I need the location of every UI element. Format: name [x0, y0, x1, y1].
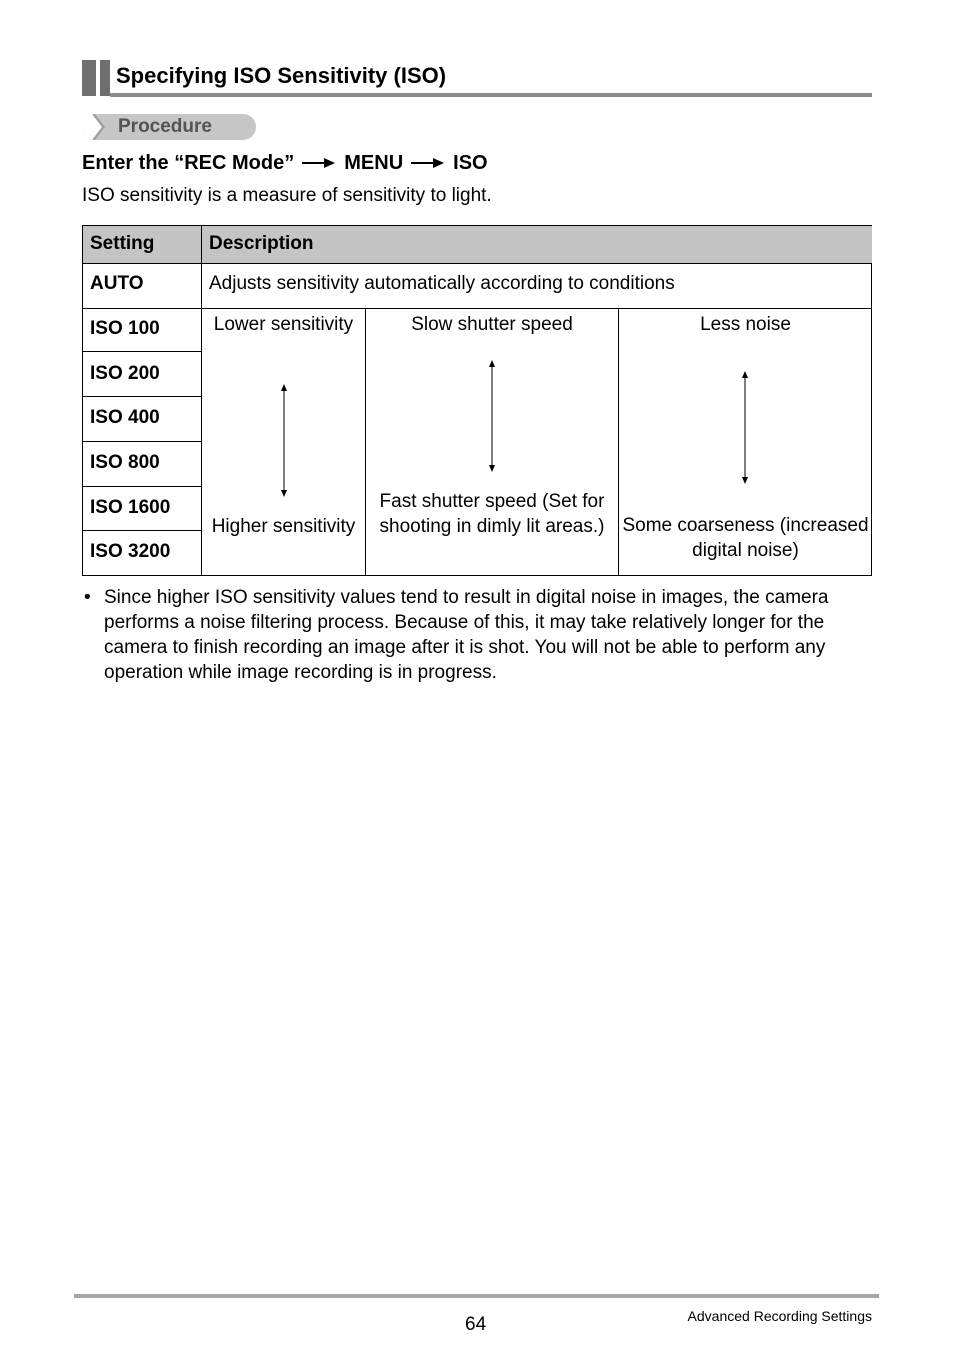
- arrow-right-icon: [302, 157, 336, 169]
- setting-auto: AUTO: [90, 273, 144, 294]
- bullet-icon: •: [84, 587, 91, 608]
- shutter-slow: Slow shutter speed: [411, 314, 573, 335]
- note-text: Since higher ISO sensitivity values tend to result in digital noise in images, the camera performs a noise filtering process. Because of this, it may take relatively longer for the camera to finish recording an image after it is shot. You will not be able to perform any operation while image recording is in progress.: [104, 587, 829, 683]
- footer-section-title: Advanced Recording Settings: [687, 1308, 872, 1324]
- sensitivity-lower: Lower sensitivity: [213, 314, 354, 335]
- noise-less: Less noise: [700, 314, 791, 335]
- noise-coarse: Some coarseness (increased digital noise): [622, 515, 869, 561]
- table-rule: [83, 486, 202, 487]
- table-header-setting: Setting: [90, 233, 155, 254]
- table-rule: [83, 441, 202, 442]
- double-arrow-icon: [487, 360, 497, 472]
- section-header: [82, 58, 872, 98]
- intro-text: ISO sensitivity is a measure of sensitivity to light.: [82, 185, 492, 206]
- path-step-menu: MENU: [344, 152, 404, 174]
- shutter-fast: Fast shutter speed (Set for shooting in dimly lit areas.): [379, 491, 605, 537]
- arrow-right-icon: [411, 157, 445, 169]
- chevron-right-icon: [82, 114, 106, 140]
- header-underline: [110, 93, 872, 97]
- setting-iso-400: ISO 400: [90, 407, 160, 428]
- procedure-badge: [82, 114, 256, 140]
- footer-rule: [74, 1294, 879, 1298]
- setting-iso-100: ISO 100: [90, 318, 160, 339]
- table-header-description: Description: [209, 233, 314, 254]
- setting-iso-200: ISO 200: [90, 363, 160, 384]
- header-bar-decoration: [82, 60, 96, 96]
- double-arrow-icon: [740, 371, 750, 484]
- setting-iso-1600: ISO 1600: [90, 497, 171, 518]
- table-rule: [365, 308, 366, 575]
- page-number: 64: [465, 1314, 487, 1335]
- table-rule: [83, 396, 202, 397]
- auto-description: Adjusts sensitivity automatically according to conditions: [209, 273, 675, 294]
- iso-table: [82, 225, 872, 576]
- page-title: Specifying ISO Sensitivity (ISO): [116, 63, 447, 88]
- table-rule: [83, 530, 202, 531]
- path-step-rec-mode: Enter the “REC Mode”: [82, 152, 295, 174]
- double-arrow-icon: [279, 384, 289, 497]
- note: [82, 585, 862, 685]
- setting-iso-3200: ISO 3200: [90, 541, 171, 562]
- menu-path: [82, 150, 488, 176]
- header-bar-decoration: [100, 60, 110, 96]
- procedure-label: Procedure: [118, 116, 212, 137]
- sensitivity-higher: Higher sensitivity: [211, 516, 356, 537]
- setting-iso-800: ISO 800: [90, 452, 160, 473]
- path-step-iso: ISO: [453, 152, 488, 174]
- table-rule: [83, 351, 202, 352]
